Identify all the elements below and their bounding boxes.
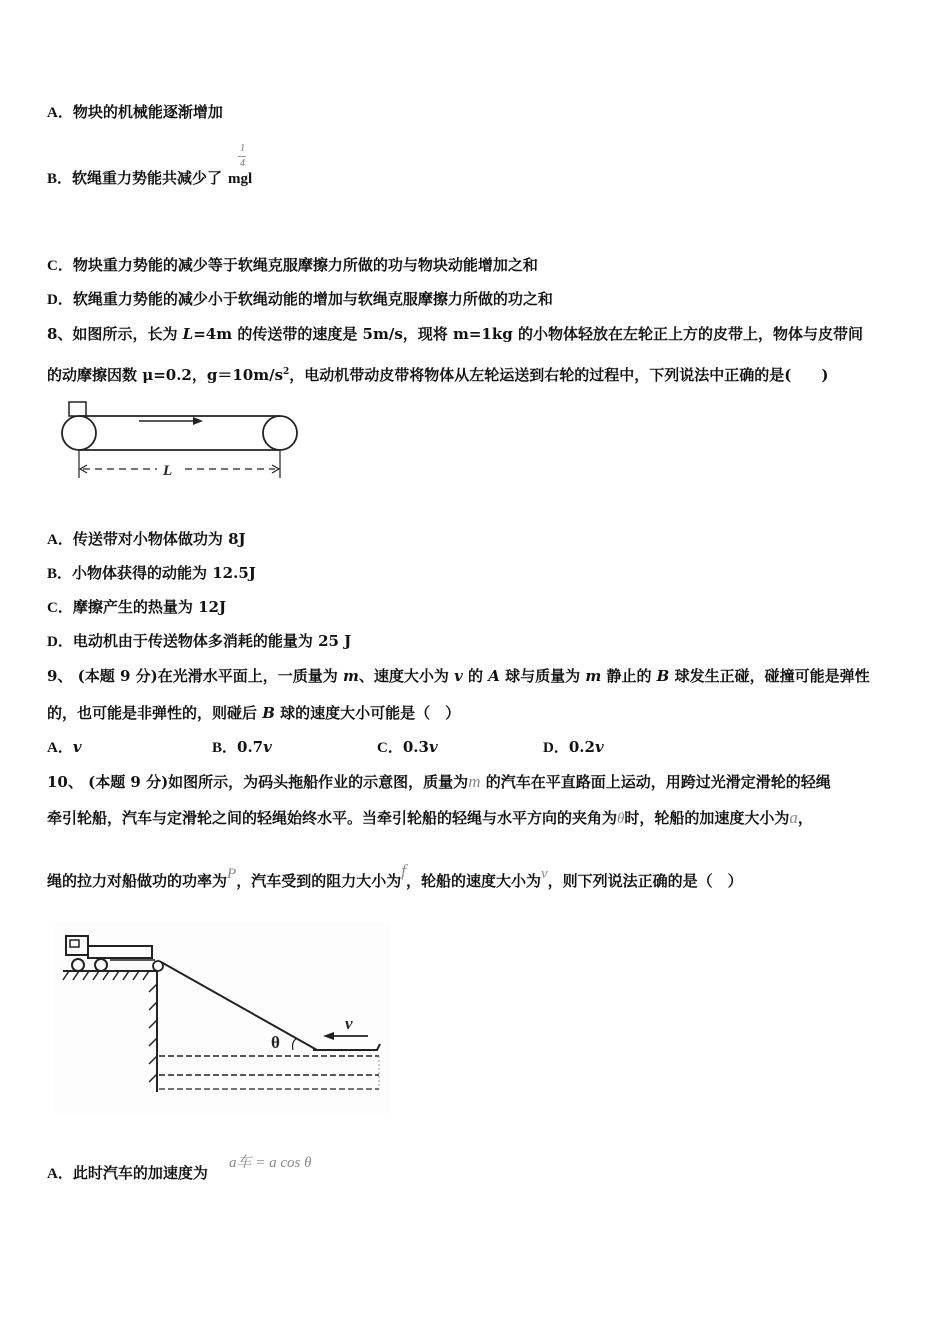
q10-option-a[interactable] <box>47 1163 208 1184</box>
q10-stem-text: ，则下列说法正确的是（ ） <box>547 872 743 890</box>
q10-var-a: a <box>789 808 798 827</box>
q9-var-v: v <box>454 667 463 685</box>
q9-option-b-label: B． <box>212 740 238 756</box>
q9-option-b-unit: v <box>263 738 272 756</box>
q8-stem-line1 <box>47 324 863 344</box>
q9-option-d[interactable] <box>543 737 604 758</box>
q9-option-a-value: v <box>72 738 82 756</box>
q9-stem-text: 球发生正碰，碰撞可能是弹性 <box>669 667 870 685</box>
q9-option-d-label: D． <box>543 740 569 756</box>
q10-stem-line1 <box>47 772 831 792</box>
q8-stem-text: 8、如图所示，长为 <box>47 325 183 343</box>
conveyor-belt-figure <box>55 395 305 485</box>
q7-option-d-text: 软绳重力势能的减少小于软绳动能的增加与软绳克服摩擦力所做的功之和 <box>72 290 553 308</box>
q9-option-a[interactable] <box>47 737 82 758</box>
q10-stem-text: 时，轮船的加速度大小为 <box>624 809 790 827</box>
q10-option-a-label: A． <box>47 1166 73 1182</box>
q8-option-c-text: 摩擦产生的热量为 12J <box>72 598 227 616</box>
q10-stem-text: ， <box>797 809 813 827</box>
q8-option-d[interactable] <box>47 631 351 652</box>
q9-option-b[interactable] <box>212 737 272 758</box>
q7-fraction-denominator: 4 <box>240 158 245 169</box>
q8-stem-line2 <box>47 362 829 385</box>
q9-stem-text: 球与质量为 <box>499 667 586 685</box>
q9-var-m: m <box>342 667 359 685</box>
q10-stem-text: ，轮船的速度大小为 <box>405 872 541 890</box>
q9-stem-line1 <box>47 666 870 686</box>
q8-option-a[interactable] <box>47 529 246 550</box>
q8-var-L: L <box>182 325 194 343</box>
q9-option-c-unit: v <box>428 738 438 756</box>
q10-stem-text: 10、 (本题 9 分)如图所示，为码头拖船作业的示意图，质量为 <box>47 773 469 791</box>
q9-var-B: B <box>262 704 275 722</box>
q7-option-b-mgl: mgl <box>228 171 253 187</box>
q10-var-v: v <box>540 866 548 882</box>
q8-option-c[interactable] <box>47 597 226 618</box>
q7-option-b[interactable] <box>47 168 252 189</box>
q10-stem-text: 牵引轮船，汽车与定滑轮之间的轻绳始终水平。当牵引轮船的轻绳与水平方向的夹角为 <box>47 809 618 827</box>
q9-option-d-value: 0.2 <box>568 738 595 756</box>
block-shape <box>69 402 86 416</box>
q8-stem-text: =4m 的传送带的速度是 5m/s，现将 m=1kg 的小物体轻放在左轮正上方的皮带上，物体与皮带间 <box>193 325 863 343</box>
truck-wheel-rear <box>95 959 107 971</box>
q7-fraction-numerator: 1 <box>240 143 245 154</box>
q8-stem-text: ，电动机带动皮带将物体从左轮运送到右轮的过程中，下列说法中正确的是( ) <box>289 366 829 384</box>
q10-stem-text: ，汽车受到的阻力大小为 <box>236 872 402 890</box>
angle-label: θ <box>271 1033 280 1052</box>
q7-option-b-label: B． <box>47 171 73 187</box>
q9-option-c[interactable] <box>377 737 438 758</box>
q10-var-f: f <box>401 861 406 880</box>
q9-option-d-unit: v <box>594 738 604 756</box>
q9-stem-text: 9、 (本题 9 分)在光滑水平面上，一质量为 <box>47 667 343 685</box>
q10-option-a-text: 此时汽车的加速度为 <box>72 1164 208 1182</box>
q10-stem-text: 的汽车在平直路面上运动，用跨过光滑定滑轮的轻绳 <box>480 773 831 791</box>
q9-stem-text: 的 <box>462 667 489 685</box>
q9-var-A: A <box>488 667 500 685</box>
q9-option-c-label: C． <box>377 740 403 756</box>
q7-option-c-text: 物块重力势能的减少等于软绳克服摩擦力所做的功与物块动能增加之和 <box>72 256 538 274</box>
q7-option-d[interactable] <box>47 289 553 310</box>
q7-option-a[interactable] <box>47 102 223 123</box>
q9-option-a-label: A． <box>47 740 73 756</box>
q8-option-a-text: 传送带对小物体做功为 8J <box>72 530 246 548</box>
q8-superscript: 2 <box>283 367 290 377</box>
q9-option-c-value: 0.3 <box>402 738 429 756</box>
q8-option-b-label: B． <box>47 566 73 582</box>
q10-stem-line3 <box>47 861 743 892</box>
q8-option-c-label: C． <box>47 600 73 616</box>
length-label: L <box>163 463 173 479</box>
figure-background <box>55 922 390 1115</box>
right-wheel <box>263 416 297 450</box>
q8-option-b-text: 小物体获得的动能为 12.5J <box>72 564 256 582</box>
q10-stem-text: 绳的拉力对船做功的功率为 <box>47 872 228 890</box>
q10-var-theta: θ <box>617 811 625 827</box>
q7-option-c[interactable] <box>47 255 538 276</box>
left-wheel <box>62 416 96 450</box>
q9-option-b-value: 0.7 <box>237 738 264 756</box>
q9-var-B: B <box>656 667 670 685</box>
q7-fraction-bar <box>238 156 246 157</box>
q9-stem-text: 球的速度大小可能是（ ） <box>274 704 461 722</box>
q9-var-m: m <box>585 667 602 685</box>
q8-option-b[interactable] <box>47 563 256 584</box>
truck-wheel-front <box>72 959 84 971</box>
q10-var-m: m <box>468 772 481 791</box>
q8-option-d-label: D． <box>47 634 73 650</box>
q7-option-b-text: 软绳重力势能共减少了 <box>72 169 223 187</box>
q9-stem-text: 静止的 <box>601 667 657 685</box>
velocity-label: v <box>345 1014 353 1033</box>
q7-option-c-label: C． <box>47 258 73 274</box>
q10-stem-line2 <box>47 808 813 829</box>
q10-var-P: P <box>227 866 237 882</box>
q8-stem-text: 的动摩擦因数 μ=0.2，g＝10m/s <box>47 366 284 384</box>
q10-option-a-formula: a车 = a cos θ <box>229 1155 312 1171</box>
q7-option-d-label: D． <box>47 292 73 308</box>
q7-option-a-label: A． <box>47 105 73 121</box>
q9-stem-text: 、速度大小为 <box>358 667 455 685</box>
arrow-head <box>193 417 203 425</box>
tugboat-figure <box>55 922 390 1115</box>
q8-option-d-text: 电动机由于传送物体多消耗的能量为 25 J <box>72 632 352 650</box>
q9-stem-line2 <box>47 703 460 723</box>
q8-option-a-label: A． <box>47 532 73 548</box>
q7-option-a-text: 物块的机械能逐渐增加 <box>72 103 223 121</box>
q9-stem-text: 的，也可能是非弹性的，则碰后 <box>47 704 263 722</box>
